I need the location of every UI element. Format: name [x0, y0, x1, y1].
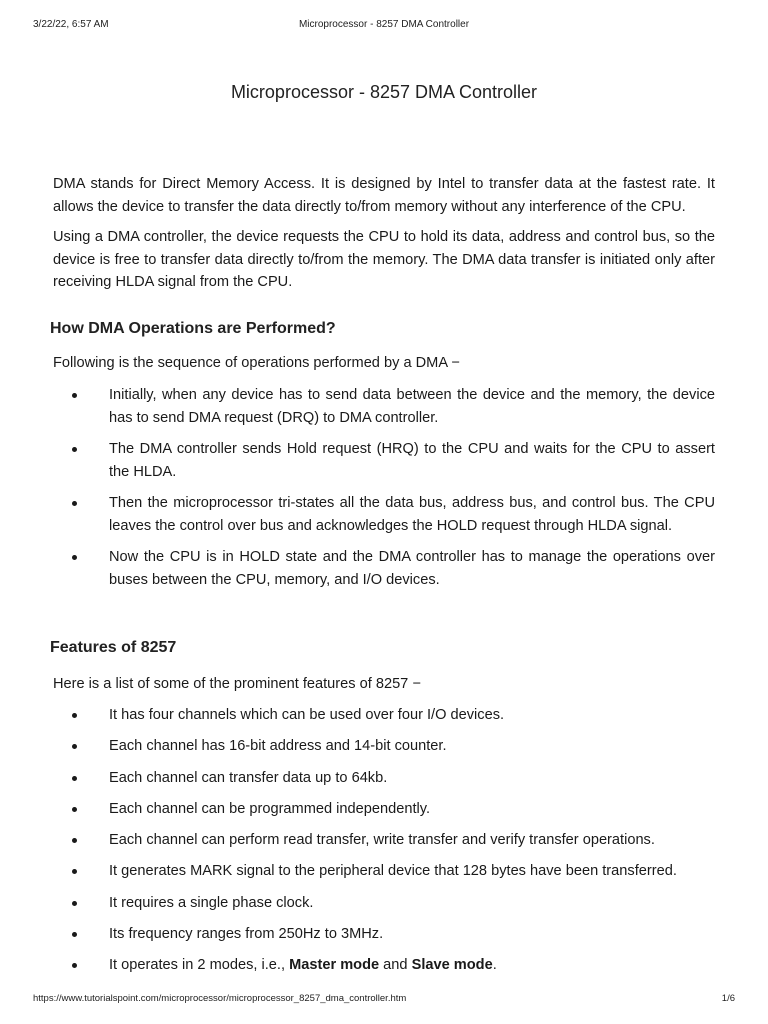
- list-item: [53, 704, 715, 727]
- list-item-text: Then the microprocessor tri-states all the data bus, address bus, and control bus. The CPU leaves the control over bus and acknowledges the HOLD request through HLDA signal.: [109, 495, 715, 534]
- bullet-icon: [72, 744, 77, 749]
- section2-lead-text: Here is a list of some of the prominent features of 8257 −: [53, 676, 421, 692]
- dma-operations-list: [53, 384, 715, 591]
- modes-prefix: It operates in 2 modes, i.e.,: [109, 957, 290, 974]
- print-url: https://www.tutorialspoint.com/microprocessor/microprocessor_8257_dma_controller.htm: [33, 993, 407, 1004]
- bullet-icon: [72, 555, 77, 560]
- bullet-icon: [72, 776, 77, 781]
- list-item: [53, 546, 715, 591]
- master-mode-text: Master mode: [289, 957, 380, 974]
- list-item-text: Each channel can perform read transfer, write transfer and verify transfer operations.: [109, 832, 655, 849]
- features-list: [53, 704, 715, 977]
- list-item: [53, 767, 715, 790]
- list-item-text: It generates MARK signal to the peripheral device that 128 bytes have been transferred.: [109, 863, 677, 880]
- section-heading-dma-operations: How DMA Operations are Performed?: [50, 320, 336, 337]
- list-item-text: Its frequency ranges from 250Hz to 3MHz.: [109, 926, 384, 943]
- bullet-icon: [72, 963, 77, 968]
- list-item: [53, 829, 715, 852]
- list-item-text: Each channel has 16-bit address and 14-bit counter.: [109, 738, 447, 755]
- bullet-icon: [72, 869, 77, 874]
- section2-lead: [53, 673, 715, 696]
- bullet-icon: [72, 713, 77, 718]
- list-item-text: The DMA controller sends Hold request (HRQ) to the CPU and waits for the CPU to assert the HLDA.: [109, 441, 715, 480]
- section1-lead: [53, 352, 715, 375]
- intro-section-2: [53, 226, 715, 294]
- bullet-icon: [72, 838, 77, 843]
- bullet-icon: [72, 447, 77, 452]
- bullet-icon: [72, 807, 77, 812]
- list-item: [53, 492, 715, 537]
- list-item: [53, 438, 715, 483]
- list-item-text: It requires a single phase clock.: [109, 894, 314, 911]
- list-item: [53, 860, 715, 883]
- print-page-number: 1/6: [721, 993, 735, 1004]
- list-item: [53, 384, 715, 429]
- list-item-text: It has four channels which can be used over four I/O devices.: [109, 707, 505, 723]
- print-datetime: 3/22/22, 6:57 AM: [33, 19, 109, 30]
- page-title: Microprocessor - 8257 DMA Controller: [230, 82, 538, 102]
- intro-paragraph-2: Using a DMA controller, the device requests the CPU to hold its data, address and control bus, so the device is free to transfer data directly to/from the memory. The DMA data transfer is initiated only after receiving HLDA signal from the CPU.: [53, 229, 715, 290]
- print-page-title: Microprocessor - 8257 DMA Controller: [298, 19, 470, 30]
- section-heading-features: Features of 8257: [50, 639, 177, 656]
- list-item-modes: [53, 954, 715, 977]
- bullet-icon: [72, 501, 77, 506]
- intro-paragraph-1: DMA stands for Direct Memory Access. It is designed by Intel to transfer data at the fastest rate. It allows the device to transfer the data directly to/from memory without any interference of the CPU.: [53, 176, 715, 215]
- list-item: [53, 735, 715, 758]
- bullet-icon: [72, 901, 77, 906]
- modes-middle: and: [379, 957, 412, 974]
- intro-section: [53, 173, 715, 218]
- list-item: [53, 892, 715, 915]
- bullet-icon: [72, 932, 77, 937]
- list-item: [53, 798, 715, 821]
- list-item-text: Each channel can transfer data up to 64kb.: [109, 769, 388, 786]
- list-item-text: Initially, when any device has to send data between the device and the memory, the device has to send DMA request (DRQ) to DMA controller.: [109, 387, 715, 426]
- list-item: [53, 923, 715, 946]
- slave-mode-text: Slave mode: [411, 957, 493, 974]
- bullet-icon: [72, 393, 77, 398]
- modes-suffix: .: [492, 957, 497, 974]
- section1-lead-text: Following is the sequence of operations performed by a DMA −: [53, 355, 460, 371]
- list-item-text: Now the CPU is in HOLD state and the DMA controller has to manage the operations over buses between the CPU, memory, and I/O devices.: [109, 549, 715, 588]
- list-item-text: Each channel can be programmed independently.: [109, 800, 431, 817]
